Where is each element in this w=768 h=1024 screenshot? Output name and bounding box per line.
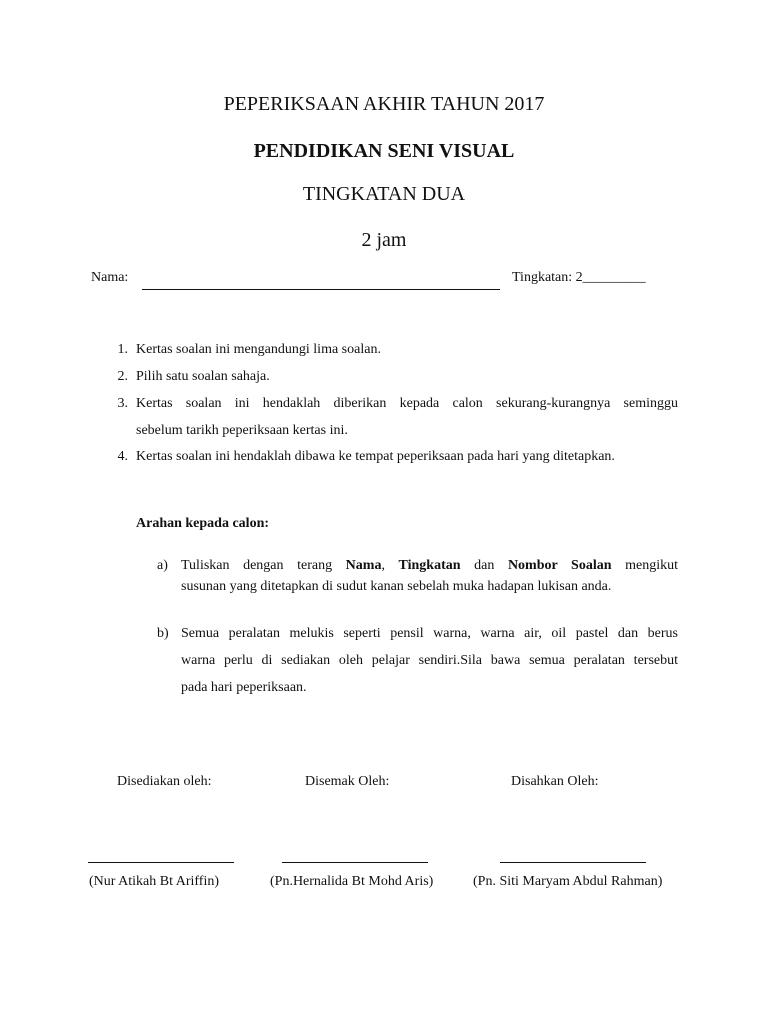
signature-line — [88, 862, 234, 863]
form-label: Tingkatan: 2_________ — [512, 270, 646, 285]
signatory-name: (Pn.Hernalida Bt Mohd Aris) — [270, 874, 434, 889]
note-text: Kertas soalan ini hendaklah dibawa ke tempat peperiksaan pada hari yang ditetapkan. — [136, 449, 615, 464]
note-number: 2. — [117, 369, 128, 384]
signature-role: Disahkan Oleh: — [511, 774, 599, 789]
instruction-a-line2: susunan yang ditetapkan di sudut kanan sebelah muka hadapan lukisan anda. — [181, 579, 612, 594]
signature-role: Disediakan oleh: — [117, 774, 212, 789]
note-text-continued: sebelum tarikh peperiksaan kertas ini. — [136, 423, 348, 438]
note-number: 3. — [117, 396, 128, 411]
exam-title: PEPERIKSAAN AKHIR TAHUN 2017 — [223, 93, 545, 115]
instruction-label: b) — [157, 626, 169, 641]
instructions-heading: Arahan kepada calon: — [136, 516, 270, 531]
signatory-name: (Pn. Siti Maryam Abdul Rahman) — [473, 874, 663, 889]
signatory-name: (Nur Atikah Bt Ariffin) — [89, 874, 220, 889]
note-text: Kertas soalan ini mengandungi lima soalan. — [136, 342, 381, 357]
note-number: 1. — [117, 342, 128, 357]
note-text: Pilih satu soalan sahaja. — [136, 369, 270, 384]
note-number: 4. — [117, 449, 128, 464]
duration: 2 jam — [361, 229, 407, 251]
instruction-b-line3: pada hari peperiksaan. — [181, 680, 307, 695]
instruction-b-line2: warna perlu di sediakan oleh pelajar sendiri.Sila bawa semua peralatan tersebut — [181, 653, 678, 668]
note-text: Kertas soalan ini hendaklah diberikan kepada calon sekurang-kurangnya seminggu — [136, 396, 678, 411]
instruction-label: a) — [157, 558, 168, 573]
signature-line — [282, 862, 428, 863]
name-line — [142, 289, 500, 290]
name-label: Nama: — [91, 270, 129, 285]
instruction-b-line1: Semua peralatan melukis seperti pensil warna, warna air, oil pastel dan berus — [181, 626, 678, 641]
signature-line — [500, 862, 646, 863]
form-title: TINGKATAN DUA — [302, 183, 466, 205]
instruction-a-line1: Tuliskan dengan terang Nama, Tingkatan dan Nombor Soalan mengikut — [181, 558, 678, 573]
subject-title: PENDIDIKAN SENI VISUAL — [253, 140, 515, 162]
signature-role: Disemak Oleh: — [305, 774, 390, 789]
